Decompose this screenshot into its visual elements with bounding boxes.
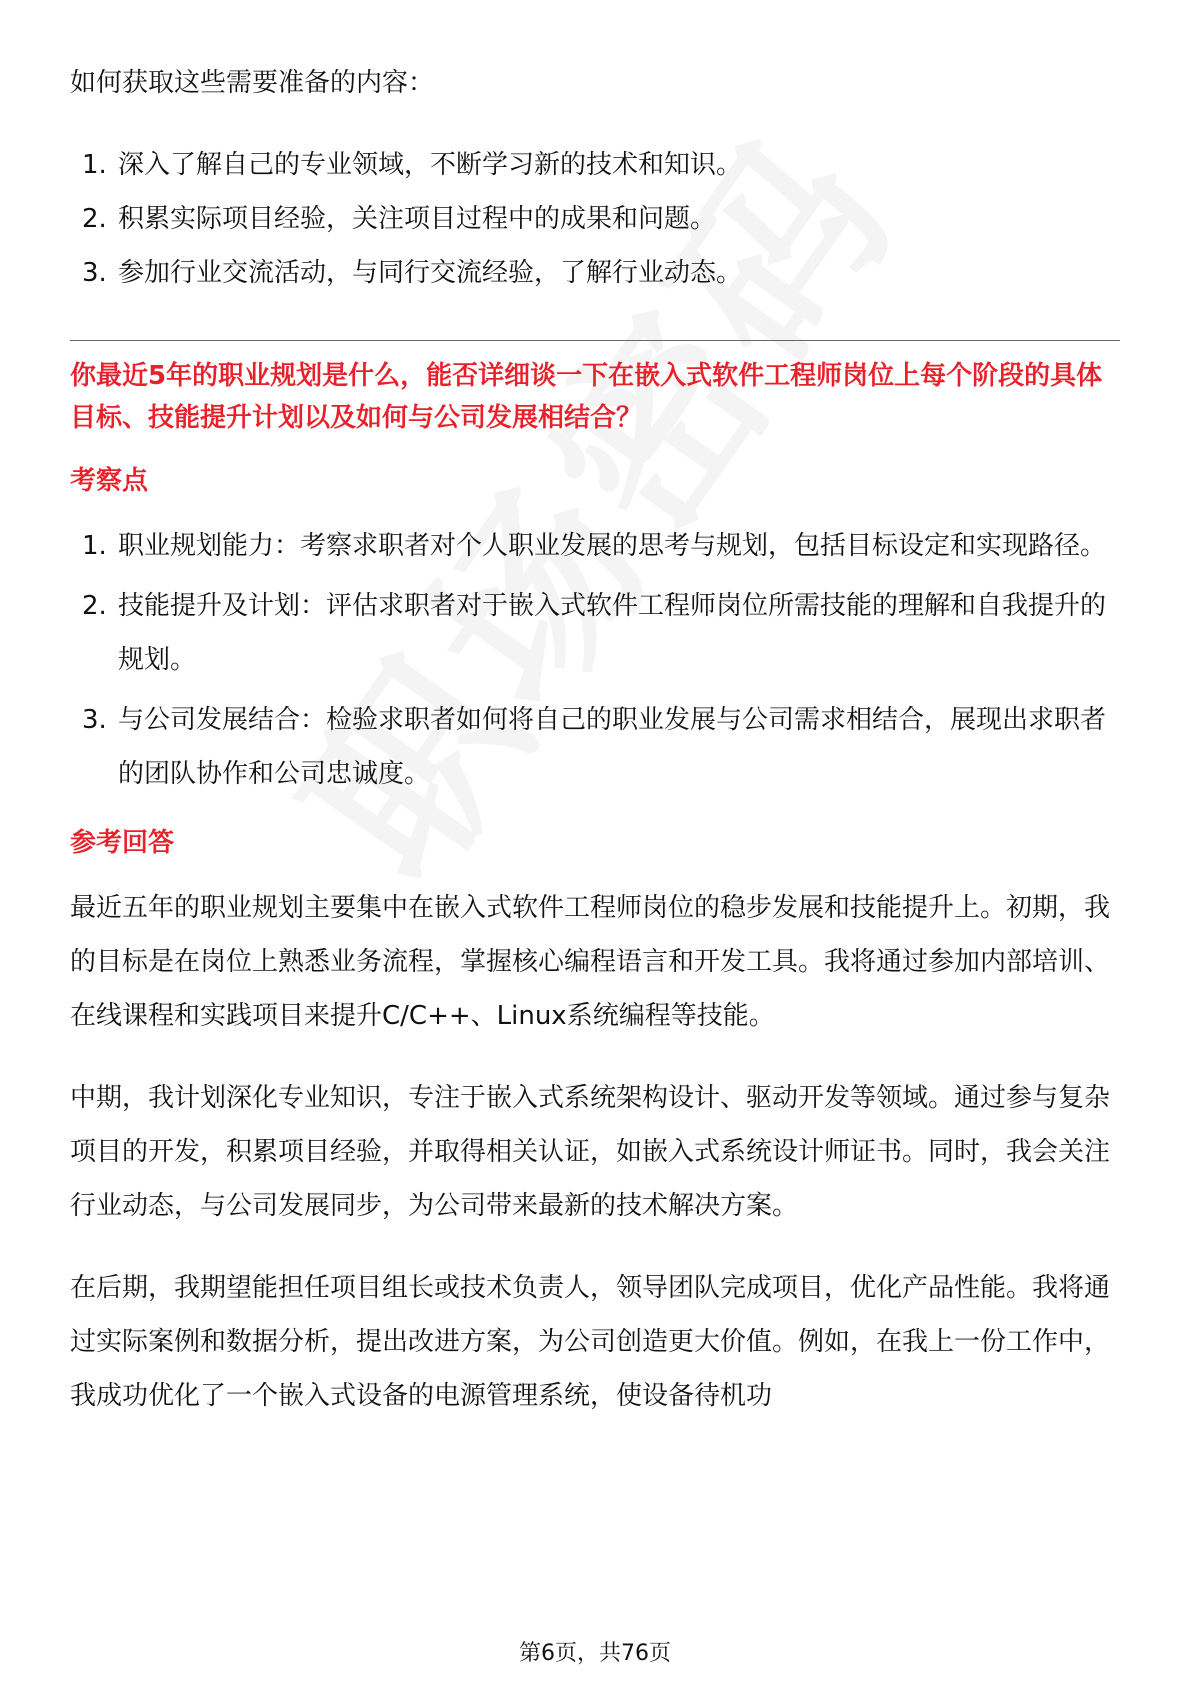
list-item-number: 2. xyxy=(82,204,107,234)
list-item xyxy=(70,192,1120,246)
list-item xyxy=(70,579,1120,687)
prep-list xyxy=(70,138,1120,300)
list-item-text: 深入了解自己的专业领域，不断学习新的技术和知识。 xyxy=(118,150,743,180)
answer-paragraph: 最近五年的职业规划主要集中在嵌入式软件工程师岗位的稳步发展和技能提升上。初期，我的目标是在岗位上熟悉业务流程，掌握核心编程语言和开发工具。我将通过参加内部培训、在线课程和实践项目来提升C/C++、Linux系统编程等技能。 xyxy=(70,893,1111,1031)
page-footer: 第6页，共76页 xyxy=(519,1641,671,1666)
points-list xyxy=(70,519,1120,801)
intro-text: 如何获取这些需要准备的内容： xyxy=(70,68,435,98)
list-item-number: 2. xyxy=(82,591,107,621)
list-item-number: 1. xyxy=(82,150,107,180)
answer-heading: 参考回答 xyxy=(70,828,175,858)
list-item xyxy=(70,519,1120,573)
list-item-number: 3. xyxy=(82,258,107,288)
list-item-number: 3. xyxy=(82,705,107,735)
list-item xyxy=(70,246,1120,300)
list-item-text: 与公司发展结合：检验求职者如何将自己的职业发展与公司需求相结合，展现出求职者的团队协作和公司忠诚度。 xyxy=(118,705,1107,789)
section-divider xyxy=(70,340,1120,341)
points-heading: 考察点 xyxy=(70,466,149,496)
answer-paragraph: 中期，我计划深化专业知识，专注于嵌入式系统架构设计、驱动开发等领域。通过参与复杂项目的开发，积累项目经验，并取得相关认证，如嵌入式系统设计师证书。同时，我会关注行业动态，与公司发展同步，为公司带来最新的技术解决方案。 xyxy=(70,1083,1111,1221)
document-body xyxy=(70,56,1120,1451)
list-item-text: 积累实际项目经验，关注项目过程中的成果和问题。 xyxy=(118,204,717,234)
question-heading: 你最近5年的职业规划是什么，能否详细谈一下在嵌入式软件工程师岗位上每个阶段的具体目标、技能提升计划以及如何与公司发展相结合？ xyxy=(70,361,1103,433)
list-item-number: 1. xyxy=(82,531,107,561)
answer-paragraph: 在后期，我期望能担任项目组长或技术负责人，领导团队完成项目，优化产品性能。我将通过实际案例和数据分析，提出改进方案，为公司创造更大价值。例如，在我上一份工作中，我成功优化了一个嵌入式设备的电源管理系统，使设备待机功 xyxy=(70,1273,1111,1411)
list-item-text: 职业规划能力：考察求职者对个人职业发展的思考与规划，包括目标设定和实现路径。 xyxy=(118,531,1107,561)
list-item-text: 参加行业交流活动，与同行交流经验，了解行业动态。 xyxy=(118,258,743,288)
list-item xyxy=(70,138,1120,192)
list-item xyxy=(70,693,1120,801)
list-item-text: 技能提升及计划：评估求职者对于嵌入式软件工程师岗位所需技能的理解和自我提升的规划。 xyxy=(118,591,1107,675)
